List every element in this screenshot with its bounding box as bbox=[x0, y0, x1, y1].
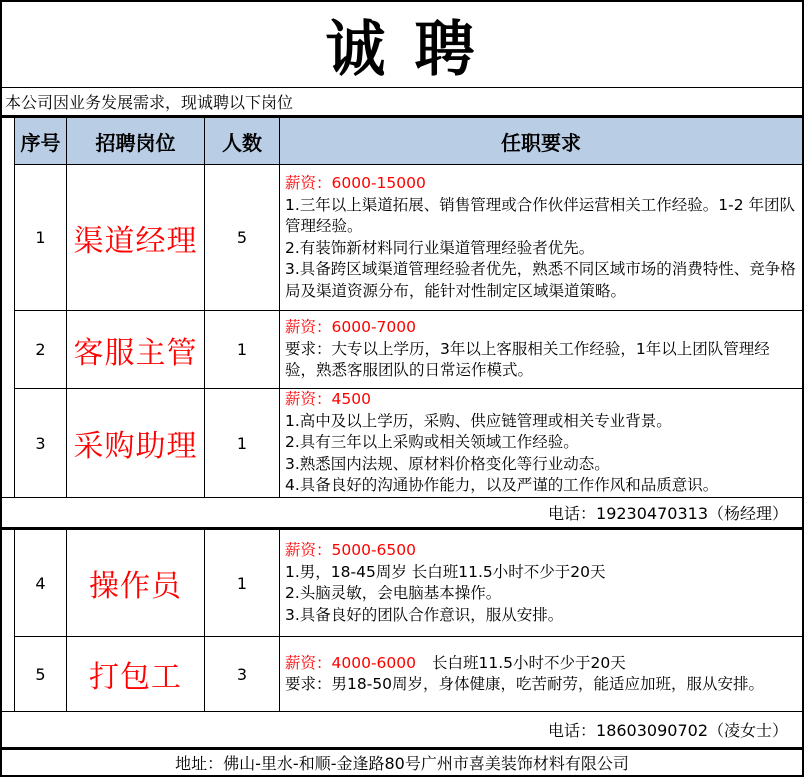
requirements-cell bbox=[280, 389, 802, 497]
header-position: 招聘岗位 bbox=[67, 118, 205, 165]
salary-line bbox=[285, 317, 796, 339]
gutter-cell bbox=[2, 311, 15, 389]
gutter-cell bbox=[2, 637, 15, 711]
row-number: 1 bbox=[15, 165, 67, 311]
requirement-line: 4.具备良好的沟通协作能力，以及严谨的工作作风和品质意识。 bbox=[285, 476, 719, 495]
requirements-cell bbox=[280, 311, 802, 389]
contact-row bbox=[2, 497, 802, 530]
header-requirements: 任职要求 bbox=[280, 118, 802, 165]
contact-row bbox=[2, 711, 802, 747]
gutter-cell bbox=[2, 530, 15, 637]
position-name: 采购助理 bbox=[67, 389, 205, 497]
company-address: 地址：佛山-里水-和顺-金逢路80号广州市喜美装饰材料有限公司 bbox=[2, 747, 802, 775]
headcount: 1 bbox=[205, 530, 280, 637]
row-number: 4 bbox=[15, 530, 67, 637]
salary-text: 薪资：6000-7000 bbox=[285, 318, 416, 337]
position-name: 打包工 bbox=[67, 637, 205, 711]
requirement-line: 2.具有三年以上采购或相关领域工作经验。 bbox=[285, 433, 579, 452]
salary-text: 薪资：6000-15000 bbox=[285, 174, 426, 192]
requirement-line: 要求：大专以上学历，3年以上客服相关工作经验，1年以上团队管理经验，熟悉客服团队的日常运作模式。 bbox=[285, 339, 770, 380]
requirement-line: 2.头脑灵敏，会电脑基本操作。 bbox=[285, 584, 502, 602]
salary-note: 长白班11.5小时不少于20天 bbox=[432, 653, 626, 672]
row-number: 3 bbox=[15, 389, 67, 497]
table-row bbox=[2, 311, 802, 389]
salary-text: 薪资：4000-6000 bbox=[285, 653, 416, 672]
position-name: 客服主管 bbox=[67, 311, 205, 389]
table-row bbox=[2, 165, 802, 311]
salary-line bbox=[285, 540, 796, 562]
table-row bbox=[2, 389, 802, 497]
headcount: 3 bbox=[205, 637, 280, 711]
contact-phone: 电话：18603090702（凌女士） bbox=[548, 721, 788, 740]
subtitle: 本公司因业务发展需求，现诚聘以下岗位 bbox=[2, 88, 802, 118]
header-count: 人数 bbox=[205, 118, 280, 165]
position-name: 渠道经理 bbox=[67, 165, 205, 311]
requirement-line: 3.具备良好的团队合作意识，服从安排。 bbox=[285, 605, 564, 624]
headcount: 1 bbox=[205, 311, 280, 389]
page-title: 诚 聘 bbox=[2, 2, 802, 88]
contact-phone: 电话：19230470313（杨经理） bbox=[548, 504, 788, 523]
gutter-cell bbox=[2, 389, 15, 497]
table-header-row bbox=[2, 118, 802, 165]
requirement-line: 要求：男18-50周岁，身体健康，吃苦耐劳，能适应加班，服从安排。 bbox=[285, 675, 765, 693]
position-name: 操作员 bbox=[67, 530, 205, 637]
salary-line bbox=[285, 173, 796, 195]
gutter-cell bbox=[2, 165, 15, 311]
requirement-line: 3.熟悉国内法规、原材料价格变化等行业动态。 bbox=[285, 454, 610, 473]
requirement-line: 3.具备跨区域渠道管理经验者优先，熟悉不同区域市场的消费特性、竞争格局及渠道资源分布，能针对性制定区域渠道策略。 bbox=[285, 260, 796, 300]
requirements-cell bbox=[280, 637, 802, 711]
gutter-cell bbox=[2, 118, 15, 165]
row-number: 5 bbox=[15, 637, 67, 711]
requirements-cell bbox=[280, 165, 802, 311]
requirement-line: 1.高中及以上学历，采购、供应链管理或相关专业背景。 bbox=[285, 411, 672, 430]
requirements-cell bbox=[280, 530, 802, 637]
headcount: 1 bbox=[205, 389, 280, 497]
salary-line bbox=[285, 389, 796, 411]
salary-line bbox=[285, 653, 796, 675]
row-number: 2 bbox=[15, 311, 67, 389]
headcount: 5 bbox=[205, 165, 280, 311]
table-row bbox=[2, 530, 802, 637]
requirement-line: 1.男，18-45周岁 长白班11.5小时不少于20天 bbox=[285, 562, 606, 581]
table-row bbox=[2, 637, 802, 711]
requirement-line: 2.有装饰新材料同行业渠道管理经验者优先。 bbox=[285, 238, 595, 257]
header-num: 序号 bbox=[15, 118, 67, 165]
salary-text: 薪资：4500 bbox=[285, 390, 371, 409]
salary-text: 薪资：5000-6500 bbox=[285, 541, 416, 559]
requirement-line: 1.三年以上渠道拓展、销售管理或合作伙伴运营相关工作经验。1-2 年团队管理经验。 bbox=[285, 195, 796, 235]
